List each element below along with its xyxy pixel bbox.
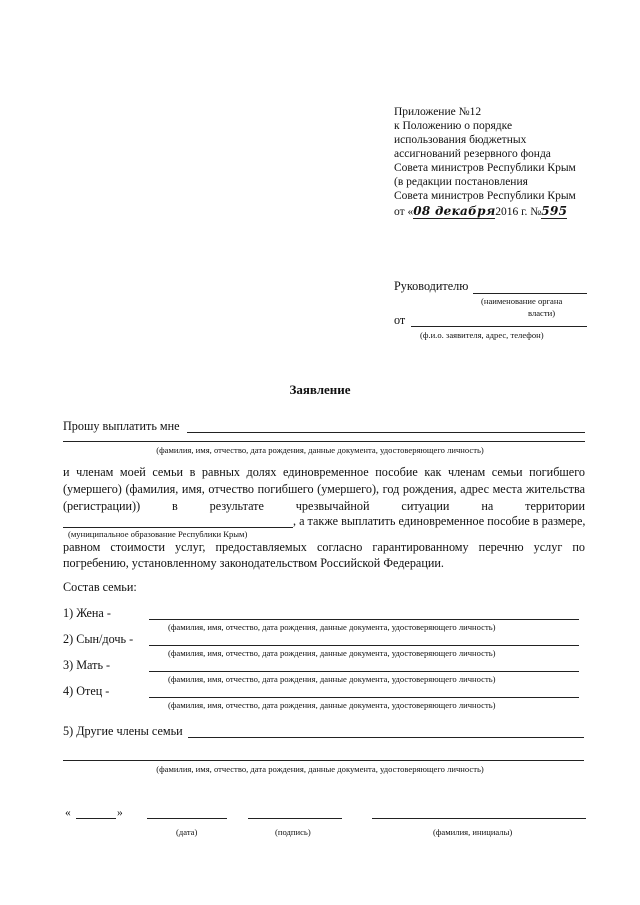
date-caption: (дата) [176,827,198,837]
to-caption: власти) [528,308,556,318]
signature-field[interactable] [248,818,342,819]
appendix-line: Совета министров Республики Крым [394,162,576,174]
quote-open: « [65,807,71,819]
member-caption: (фамилия, имя, отчество, дата рождения, данные документа, удостоверяющего личность) [168,648,496,658]
paragraph-line: и членам моей семьи в равных долях единовременное пособие как членам семьи погибшего [63,465,585,479]
word: ситуации [401,499,450,513]
to-field[interactable] [473,293,587,294]
member-field-wife[interactable] [149,619,579,620]
appendix-date-line [394,204,567,219]
member-label-father: 4) Отец - [63,684,110,698]
member-field-father[interactable] [149,697,579,698]
quote-close: » [117,807,123,819]
applicant-field-line2[interactable] [63,441,585,442]
day-field[interactable] [76,818,116,819]
word: в [172,499,178,513]
handwritten-date: 08 декабря [413,204,496,218]
appendix-line: Совета министров Республики Крым [394,190,576,202]
member-caption: (фамилия, имя, отчество, дата рождения, данные документа, удостоверяющего личность) [168,700,496,710]
from-field[interactable] [411,326,587,327]
paragraph-line-spaced [63,499,585,514]
handwritten-number: 595 [541,204,568,218]
page-title: Заявление [289,382,351,397]
paragraph-line-tail: , а также выплатить единовременное пособие в размере, [293,514,586,528]
word: на [481,499,494,513]
appendix-line: ассигнований резервного фонда [394,148,551,160]
date-year: 2016 г. № [495,206,542,218]
name-caption: (фамилия, инициалы) [433,827,513,837]
sign-caption: (подпись) [275,827,311,837]
municipality-caption: (муниципальное образование Республики Крым) [68,529,248,539]
paragraph-line: погребению, установленному законодательством Российской Федерации. [63,556,444,570]
member-caption: (фамилия, имя, отчество, дата рождения, данные документа, удостоверяющего личность) [168,622,496,632]
appendix-line: (в редакции постановления [394,176,528,188]
name-field[interactable] [372,818,586,819]
member-caption: (фамилия, имя, отчество, дата рождения, данные документа, удостоверяющего личность) [168,674,496,684]
municipality-field[interactable] [63,527,293,528]
other-members-field-line2[interactable] [63,760,584,761]
word: (регистрации)) [63,499,141,513]
paragraph-line: равном стоимости услуг, предоставляемых согласно гарантированному перечню услуг по [63,540,585,554]
member-label-mother: 3) Мать - [63,658,111,672]
applicant-caption: (фамилия, имя, отчество, дата рождения, данные документа, удостоверяющего личность) [156,445,484,455]
word: территории [525,499,585,513]
member-field-child[interactable] [149,645,579,646]
appendix-line: использования бюджетных [394,134,527,146]
member-label-child: 2) Сын/дочь - [63,632,134,646]
to-caption: (наименование органа [481,296,563,306]
appendix-line: к Положению о порядке [394,120,513,132]
member-label-wife: 1) Жена - [63,606,111,620]
request-label: Прошу выплатить мне [63,419,180,433]
date-field[interactable] [147,818,227,819]
from-caption: (ф.и.о. заявителя, адрес, телефон) [420,330,544,340]
family-heading: Состав семьи: [63,580,137,594]
applicant-field[interactable] [187,432,585,433]
other-members-caption: (фамилия, имя, отчество, дата рождения, данные документа, удостоверяющего личность) [156,764,484,774]
to-label: Руководителю [394,279,469,293]
member-field-mother[interactable] [149,671,579,672]
date-prefix: от « [394,206,414,218]
from-label: от [394,313,406,327]
other-members-label: 5) Другие члены семьи [63,724,183,738]
appendix-number: Приложение №12 [394,106,482,118]
word: результате [209,499,264,513]
other-members-field[interactable] [188,737,584,738]
word: чрезвычайной [295,499,370,513]
paragraph-line: (умершего) (фамилия, имя, отчество погибшего (умершего), год рождения, адрес места жительства [63,482,585,496]
